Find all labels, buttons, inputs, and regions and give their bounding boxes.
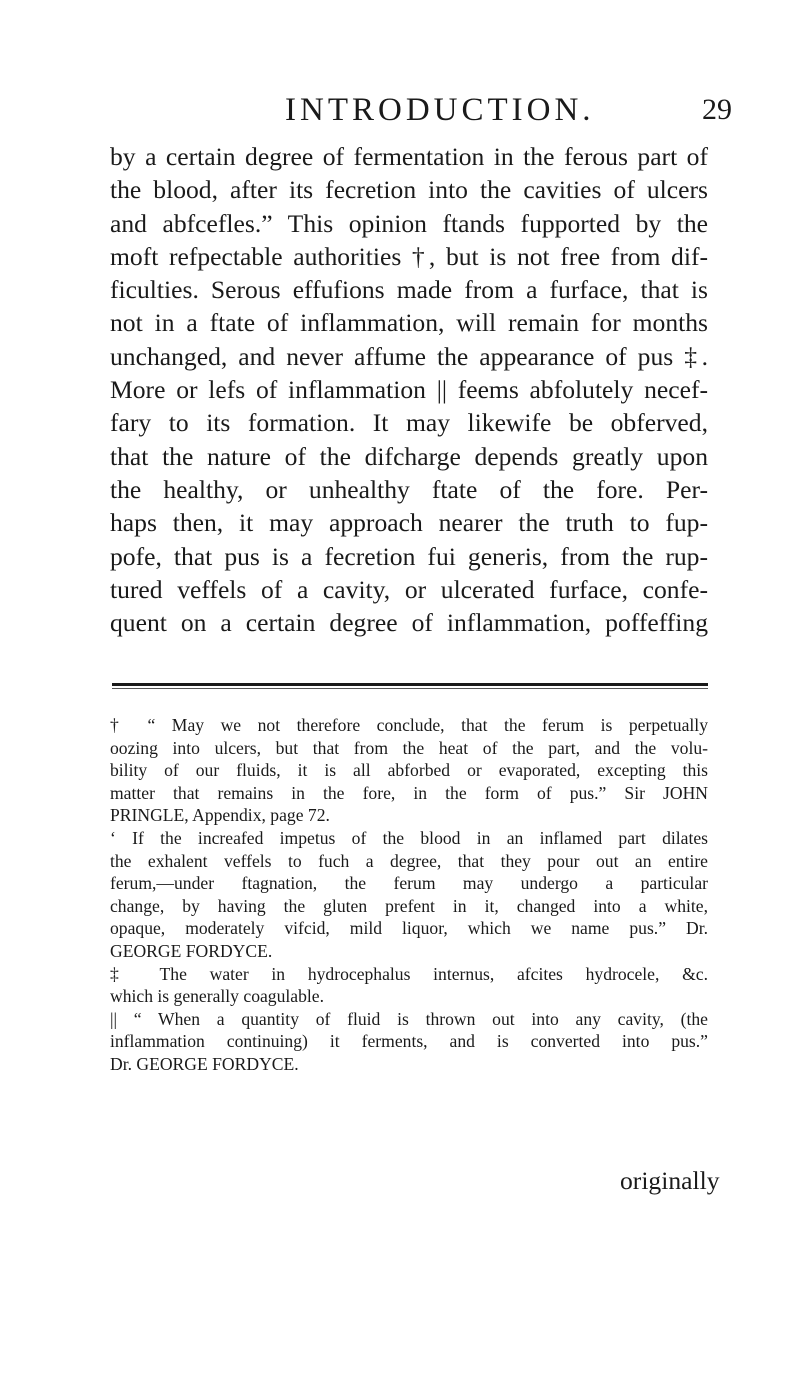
body-line: pofe, that pus is a fecretion fui generis, from the rup- bbox=[110, 541, 708, 571]
footnote-line: † “ May we not therefore conclude, that the ferum is perpetually bbox=[110, 715, 708, 735]
footnote-line: ‘ If the increafed impetus of the blood in an inflamed part dilates bbox=[110, 827, 708, 848]
body-line: the healthy, or unhealthy ftate of the fore. Per- bbox=[110, 474, 708, 504]
footnote-line: bility of our fluids, it is all abforbed or evaporated, excepting this bbox=[110, 760, 708, 781]
running-title: INTRODUCTION. bbox=[285, 92, 595, 128]
body-line: and abfcefles.” This opinion ftands fupported by the bbox=[110, 208, 708, 238]
footnote-line: oozing into ulcers, but that from the heat of the part, and the volu- bbox=[110, 737, 708, 758]
footnote-line: the exhalent veffels to fuch a degree, that they pour out an entire bbox=[110, 850, 708, 871]
footnotes bbox=[110, 714, 708, 1076]
footnote-line: matter that remains in the fore, in the form of pus.” Sir JOHN bbox=[110, 782, 708, 803]
running-head bbox=[0, 88, 800, 132]
body-line: quent on a certain degree of inflammation, poffeffing bbox=[110, 608, 708, 638]
body-line: by a certain degree of fermentation in the ferous part of bbox=[110, 142, 708, 171]
body-line: the blood, after its fecretion into the cavities of ulcers bbox=[110, 175, 708, 205]
body-line: fary to its formation. It may likewife be obferved, bbox=[110, 408, 708, 438]
catchword: originally bbox=[620, 1166, 720, 1195]
footnote-line: change, by having the gluten prefent in it, changed into a white, bbox=[110, 895, 708, 916]
footnote-line: inflammation continuing) it ferments, and is converted into pus.” bbox=[110, 1031, 708, 1052]
main-text bbox=[110, 140, 708, 639]
footnote-line: which is generally coagulable. bbox=[110, 986, 324, 1007]
footnote-rule bbox=[112, 683, 708, 686]
body-line: haps then, it may approach nearer the truth to fup- bbox=[110, 508, 708, 538]
footnote-line: ‡ The water in hydrocephalus internus, afcites hydrocele, &c. bbox=[110, 963, 708, 984]
body-line: unchanged, and never affume the appearance of pus ‡. bbox=[110, 341, 708, 371]
footnote-line: GEORGE FORDYCE. bbox=[110, 940, 273, 961]
footnote-line: opaque, moderately vifcid, mild liquor, which we name pus.” Dr. bbox=[110, 918, 708, 939]
footnote-rule-thin bbox=[112, 688, 708, 689]
body-line: ficulties. Serous effufions made from a furface, that is bbox=[110, 275, 708, 305]
body-line: More or lefs of inflammation || feems abfolutely necef- bbox=[110, 375, 708, 405]
body-line: not in a ftate of inflammation, will remain for months bbox=[110, 308, 708, 338]
body-line: moft refpectable authorities †, but is not free from dif- bbox=[110, 241, 708, 271]
body-line: that the nature of the difcharge depends greatly upon bbox=[110, 441, 708, 471]
footnote-line: || “ When a quantity of fluid is thrown out into any cavity, (the bbox=[110, 1008, 708, 1029]
footnote-line: ferum,—under ftagnation, the ferum may undergo a particular bbox=[110, 873, 708, 894]
body-line: tured veffels of a cavity, or ulcerated furface, confe- bbox=[110, 574, 708, 604]
footnote-line: Dr. GEORGE FORDYCE. bbox=[110, 1053, 299, 1074]
page-number: 29 bbox=[702, 93, 732, 126]
footnote-line: PRINGLE, Appendix, page 72. bbox=[110, 805, 330, 826]
